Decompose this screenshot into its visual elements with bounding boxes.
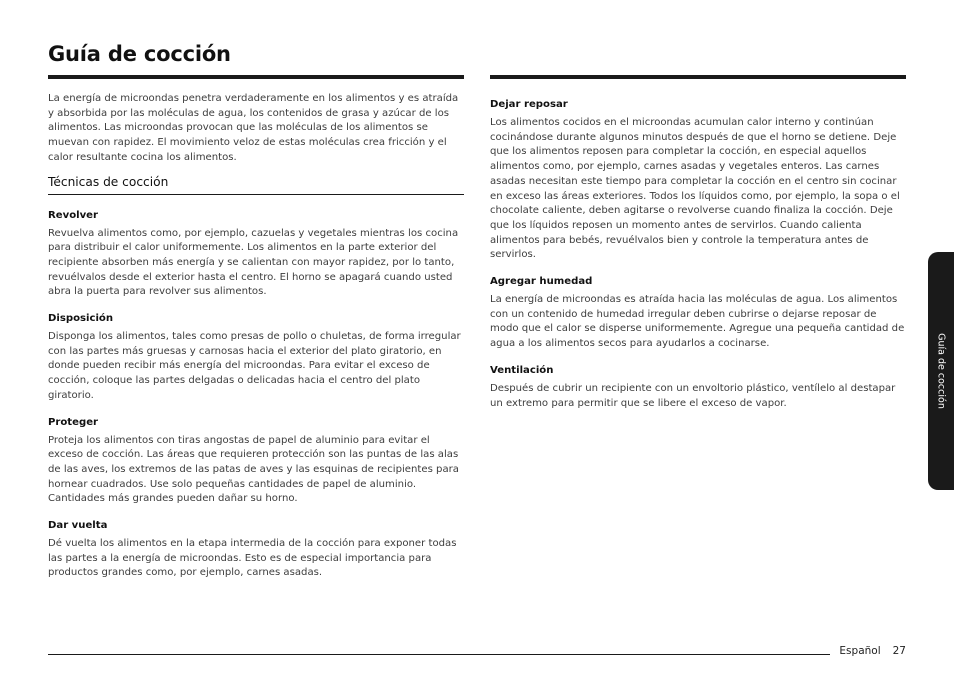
technique-title: Agregar humedad — [490, 276, 593, 288]
technique-block — [48, 209, 464, 301]
technique-text: La energía de microondas es atraída hacia las moléculas de agua. Los alimentos con un contenido de humedad irregular deben cubrirse o dejarse reposar de modo que el calor se disperse uniformemente. Agregue una pequeña cantidad de agua a los alimentos secos para ayudarlos a cocinarse. — [490, 294, 905, 350]
technique-title: Dejar reposar — [490, 99, 568, 110]
footer-language: Español — [839, 645, 881, 657]
title-rule-right — [490, 75, 906, 79]
technique-title: Ventilación — [490, 364, 554, 376]
page-number: 27 — [892, 645, 906, 657]
technique-text: Después de cubrir un recipiente con un envoltorio plástico, ventílelo al destapar un extremo para permitir que se libere el exceso de vapor. — [490, 382, 896, 409]
technique-text: Proteja los alimentos con tiras angostas de papel de aluminio para evitar el exceso de cocción. Las áreas que requieren protección son las puntas de las alas de las aves, los extremos de las patas de aves y las esquinas de recipientes para hornear cuadrados. Use solo pequeñas cantidades de papel de aluminio. Cantidades más grandes pueden dañar su horno. — [48, 434, 459, 505]
right-column — [490, 98, 906, 423]
page-title: Guía de cocción — [48, 42, 231, 66]
side-tab-label: Guía de cocción — [935, 333, 947, 409]
technique-text: Revuelva alimentos como, por ejemplo, cazuelas y vegetales mientras los cocina para distribuir el calor uniformemente. Los alimentos en la parte exterior del recipiente absorben más energía y se calientan con mayor rapidez, por lo tanto, revuélvalos desde el exterior hasta el centro. El horno se apagará cuando usted abra la puerta para revolver sus alimentos. — [48, 227, 459, 298]
technique-title: Revolver — [48, 209, 98, 221]
technique-block — [490, 364, 906, 411]
technique-block — [48, 312, 464, 404]
technique-block — [490, 98, 906, 263]
technique-text: Disponga los alimentos, tales como presas de pollo o chuletas, de forma irregular con las partes más gruesas y carnosas hacia el exterior del plato giratorio, en donde pueden recibir más energía del microondas. Para evitar el exceso de cocción, coloque las partes delgadas o delicadas hacia el centro del plato giratorio. — [48, 331, 461, 401]
left-column — [48, 92, 464, 593]
technique-title: Disposición — [48, 313, 114, 325]
technique-block — [48, 519, 464, 581]
chapter-side-tab — [928, 252, 954, 490]
intro-paragraph: La energía de microondas penetra verdaderamente en los alimentos y es atraída y absorbida por las moléculas de agua, los contenidos de grasa y azúcar de los alimentos. Las microondas provocan que las moléculas de los alimentos se muevan con rapidez. El movimiento veloz de estas moléculas crea fricción y el calor resultante cocina los alimentos. — [48, 93, 459, 163]
section-title: Técnicas de cocción — [48, 175, 464, 195]
technique-text: Los alimentos cocidos en el microondas acumulan calor interno y continúan cocinándose durante algunos minutos después de que el horno se detiene. Deje que los alimentos reposen para completar la cocción, en especial aquellos alimentos como, por ejemplo, carnes asadas y vegetales enteros. Las carnes asadas necesitan este tiempo para completar la cocción en el centro sin cocinar en exceso las áreas exteriores. Todos los líquidos como, por ejemplo, la sopa o el chocolate caliente, deben agitarse o revolverse cuando finaliza la cocción. Deje que los líquidos reposen un momento antes de servirlos. Cuando calienta alimentos para bebés, revuélvalos bien y controle la temperatura antes de servirlos. — [490, 117, 900, 261]
footer — [839, 645, 906, 657]
footer-rule — [48, 654, 830, 655]
technique-text: Dé vuelta los alimentos en la etapa intermedia de la cocción para exponer todas las partes a la energía de microondas. Esto es de especial importancia para productos grandes como, por ejemplo, carnes asadas. — [48, 538, 457, 579]
title-rule-left — [48, 75, 464, 79]
technique-title: Dar vuelta — [48, 520, 108, 532]
technique-block — [490, 275, 906, 352]
technique-title: Proteger — [48, 416, 99, 428]
technique-block — [48, 416, 464, 508]
